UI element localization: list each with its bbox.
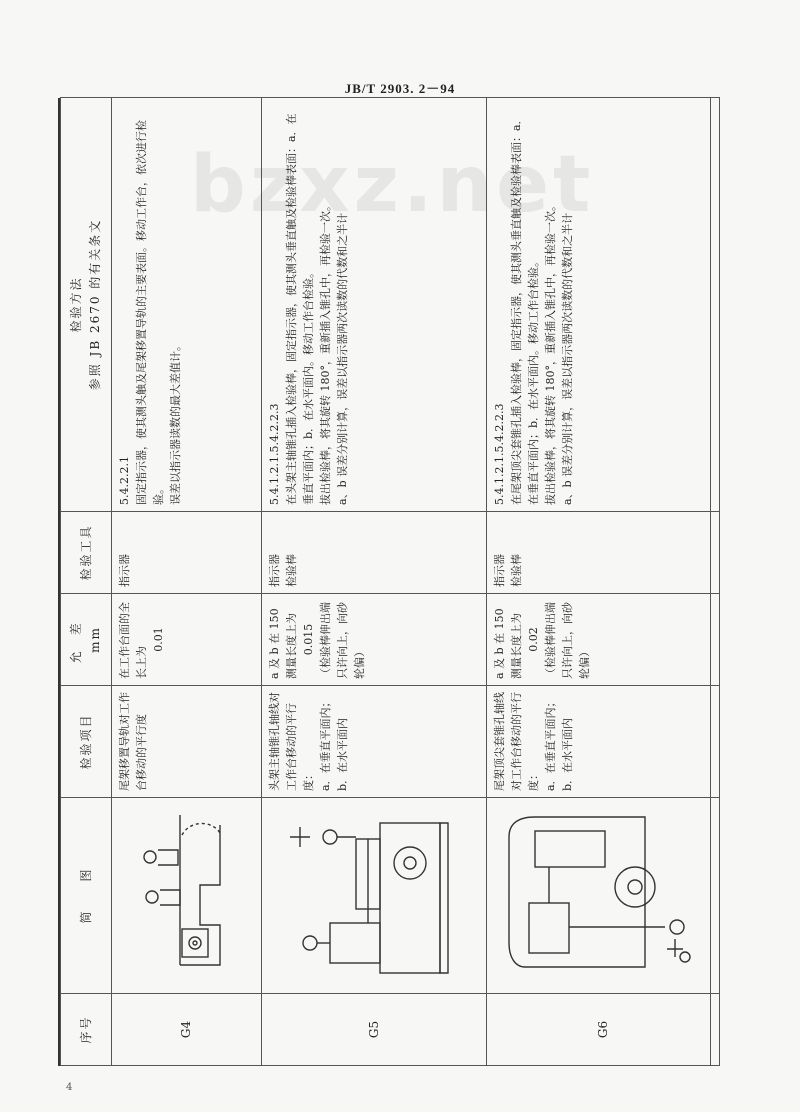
- row-item: [112, 686, 262, 798]
- row-method-ref: 5.4.2.2.1: [118, 456, 131, 505]
- g5-diagram: [270, 803, 460, 987]
- row-tolerance-note: （检验棒伸出端只许向上，向砂轮偏）: [319, 602, 367, 679]
- row-tolerance-note: （检验棒伸出端只许向上，向砂轮偏）: [544, 602, 592, 679]
- row-item-sub: a．在垂直平面内；: [319, 696, 333, 791]
- header-method: [61, 98, 112, 512]
- row-no: G6: [487, 994, 720, 1066]
- row-item: [262, 686, 487, 798]
- table-row: [262, 98, 487, 1066]
- standard-number: JB/T 2903. 2－94: [344, 81, 456, 96]
- row-method-text: 拔出检验棒，将其旋转 180°，重新插入锥孔中，再检验一次。: [544, 200, 558, 505]
- row-method-ref: 5.4.1.2.1.5.4.2.2.3: [493, 403, 506, 505]
- header-no: 序号: [61, 994, 112, 1066]
- header-tolerance: [61, 594, 112, 686]
- table-header-row: [61, 98, 112, 1066]
- row-tolerance-value: 0.02: [527, 627, 541, 652]
- row-figure: [262, 798, 487, 994]
- inspection-table-frame: [58, 98, 711, 1066]
- header-figure: 简 图: [61, 798, 112, 994]
- header-tool: 检验工具: [61, 512, 112, 594]
- row-item: [487, 686, 720, 798]
- row-method-text: a、b 误差分别计算，误差以指示器两次读数的代数和之半计: [336, 212, 350, 505]
- row-tool: 指示器 检验棒: [487, 512, 720, 594]
- table-row: [487, 98, 720, 1066]
- row-tolerance-line: a 及 b 在 150 测量长度上为: [493, 608, 524, 679]
- row-tool: 指示器 检验棒: [262, 512, 487, 594]
- row-item-sub: a．在垂直平面内；: [544, 696, 558, 791]
- row-method-text: 在头架主轴锥孔插入检验棒，固定指示器，使其测头垂直触及检验棒表面：a．在垂直平面内；b．在水平面内。移动工作台检验。: [285, 113, 316, 505]
- row-tolerance-line: a 及 b 在 150 测量长度上为: [268, 608, 299, 679]
- watermark: bzxz.net: [190, 140, 595, 230]
- row-tolerance-line: 在工作台面的全长上为: [118, 602, 149, 679]
- row-item-sub: b．在水平面内: [561, 717, 575, 791]
- row-tolerance-value: 0.01: [152, 627, 166, 652]
- row-figure: [487, 798, 720, 994]
- row-item-text: 头架主轴锥孔轴线对工作台移动的平行度：: [268, 692, 316, 791]
- row-method-text: a、b 误差分别计算，误差以指示器两次读数的代数和之半计: [561, 212, 575, 505]
- row-tolerance: [487, 594, 720, 686]
- header-method-title: 检验方法: [69, 276, 84, 333]
- header-method-subtitle: 参照 JB 2670 的有关条文: [88, 218, 102, 391]
- row-method: [487, 98, 720, 512]
- row-tolerance: [262, 594, 487, 686]
- row-item-text: 尾架移置导轨对工作台移动的平行度: [118, 692, 149, 791]
- row-tolerance: [112, 594, 262, 686]
- page-number: 4: [66, 1082, 73, 1093]
- row-item-text: 尾架顶尖套锥孔轴线对工作台移动的平行度：: [493, 692, 541, 791]
- header-tolerance-unit: mm: [88, 626, 102, 653]
- g6-diagram: [495, 803, 695, 987]
- rotated-table-container: [60, 98, 710, 1066]
- row-figure: [112, 798, 262, 994]
- row-no: G5: [262, 994, 487, 1066]
- row-method-text: 拔出检验棒，将其旋转 180°，重新插入锥孔中，再检验一次。: [319, 200, 333, 505]
- header-tolerance-title: 允 差: [69, 621, 84, 664]
- row-method-text: 误差以指示器读数的最大差值计。: [169, 340, 183, 505]
- row-tolerance-value: 0.015: [302, 623, 316, 656]
- row-method-ref: 5.4.1.2.1.5.4.2.2.3: [268, 403, 281, 505]
- row-tool: 指示器: [112, 512, 262, 594]
- table-row: [112, 98, 262, 1066]
- row-method: [262, 98, 487, 512]
- inspection-table: [60, 97, 720, 1066]
- row-method: [112, 98, 262, 512]
- row-method-text: 固定指示器，使其测头触及尾架移置导轨的主要表面。移动工作台，依次进行检验。: [135, 120, 166, 505]
- row-method-text: 在尾架顶尖套锥孔插入检验棒，固定指示器，使其测头垂直触及检验棒表面：a．在垂直平面内；b．在水平面内。移动工作台检验。: [510, 113, 541, 505]
- row-item-sub: b．在水平面内: [336, 717, 350, 791]
- header-item: 检验项目: [61, 686, 112, 798]
- g4-diagram: [120, 806, 240, 986]
- row-no: G4: [112, 994, 262, 1066]
